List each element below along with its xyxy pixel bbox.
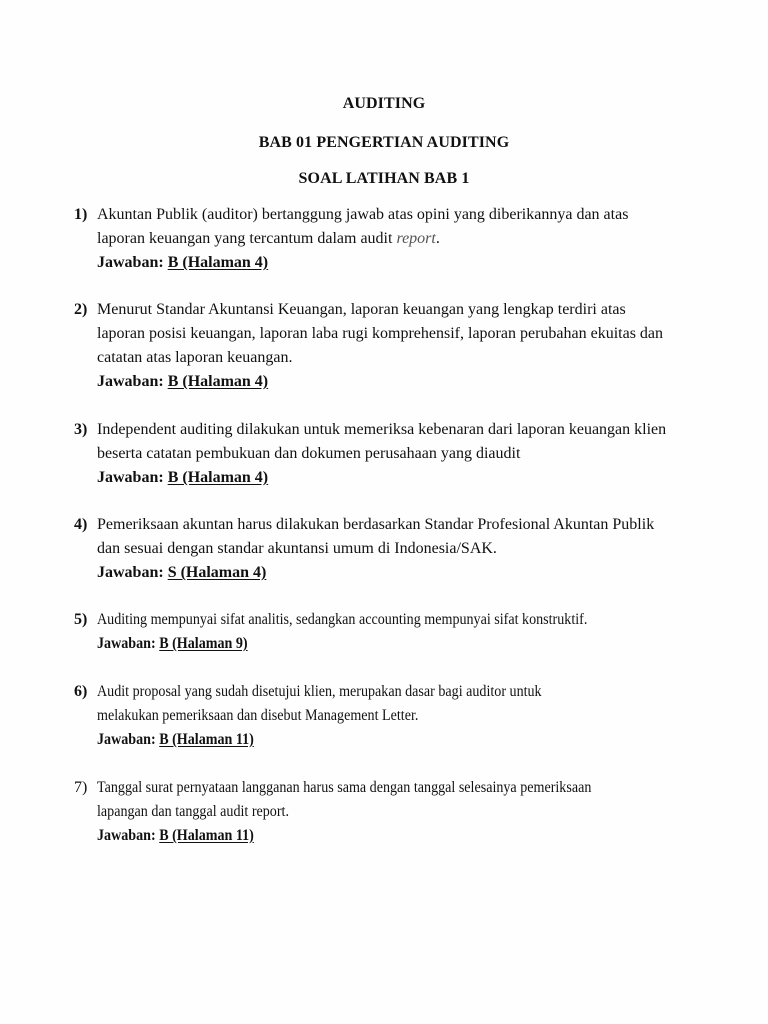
question-number: 7)	[74, 779, 88, 796]
answer-label: Jawaban:	[97, 635, 156, 652]
emphasized-word: report	[396, 230, 436, 247]
answer-value: B (Halaman 11)	[159, 731, 254, 748]
question-text-line: laporan posisi keuangan, laporan laba rugi komprehensif, laporan perubahan ekuitas dan	[97, 325, 664, 342]
answer-value: S (Halaman 4)	[167, 564, 267, 581]
answer-value: B (Halaman 4)	[167, 373, 269, 390]
question-item-3	[74, 418, 734, 490]
question-text-line: dan sesuai dengan standar akuntansi umum di Indonesia/SAK.	[97, 540, 497, 557]
question-text-line: Tanggal surat pernyataan langganan harus sama dengan tanggal selesainya pemeriksaan	[97, 779, 592, 796]
question-number: 4)	[74, 516, 88, 533]
answer-value: B (Halaman 4)	[167, 469, 269, 486]
question-number: 5)	[74, 611, 88, 628]
question-text-fragment: .	[435, 230, 440, 247]
answer-line	[97, 561, 734, 585]
answer-line	[97, 824, 658, 848]
question-text-line	[97, 227, 734, 251]
question-text-line: Akuntan Publik (auditor) bertanggung jawab atas opini yang diberikannya dan atas	[97, 206, 629, 223]
answer-line	[97, 728, 658, 752]
question-text-line: melakukan pemeriksaan dan disebut Management Letter.	[97, 707, 419, 724]
section-heading: SOAL LATIHAN BAB 1	[298, 170, 470, 187]
answer-line	[97, 632, 658, 656]
question-text-line: Independent auditing dilakukan untuk memeriksa kebenaran dari laporan keuangan klien	[97, 421, 667, 438]
question-item-2	[74, 298, 734, 394]
answer-value: B (Halaman 9)	[159, 635, 248, 652]
question-text-line: Audit proposal yang sudah disetujui klien, merupakan dasar bagi auditor untuk	[97, 683, 542, 700]
question-text-line: catatan atas laporan keuangan.	[97, 349, 293, 366]
question-text-line: Menurut Standar Akuntansi Keuangan, laporan keuangan yang lengkap terdiri atas	[97, 301, 626, 318]
question-item-6	[74, 680, 734, 752]
answer-line	[97, 251, 734, 275]
question-text-line: Pemeriksaan akuntan harus dilakukan berdasarkan Standar Profesional Akuntan Publik	[97, 516, 655, 533]
question-number: 1)	[74, 206, 88, 223]
question-item-7	[74, 776, 734, 848]
answer-label: Jawaban:	[97, 469, 164, 486]
answer-value: B (Halaman 4)	[167, 254, 269, 271]
question-number: 2)	[74, 301, 88, 318]
answer-label: Jawaban:	[97, 373, 164, 390]
question-item-4	[74, 513, 734, 585]
answer-label: Jawaban:	[97, 564, 164, 581]
question-item-1	[74, 203, 734, 275]
question-text-line: lapangan dan tanggal audit report.	[97, 803, 289, 820]
question-text-line: beserta catatan pembukuan dan dokumen perusahaan yang diaudit	[97, 445, 521, 462]
answer-line	[97, 466, 734, 490]
question-text-fragment: laporan keuangan yang tercantum dalam audit	[97, 230, 397, 247]
answer-label: Jawaban:	[97, 731, 156, 748]
document-title: AUDITING	[342, 95, 426, 112]
question-number: 3)	[74, 421, 88, 438]
question-number: 6)	[74, 683, 88, 700]
answer-label: Jawaban:	[97, 254, 164, 271]
question-item-5	[74, 608, 734, 656]
answer-label: Jawaban:	[97, 827, 156, 844]
answer-line	[97, 370, 734, 394]
answer-value: B (Halaman 11)	[159, 827, 254, 844]
question-text-line: Auditing mempunyai sifat analitis, sedangkan accounting mempunyai sifat konstruktif.	[97, 611, 588, 628]
chapter-heading: BAB 01 PENGERTIAN AUDITING	[258, 134, 510, 151]
